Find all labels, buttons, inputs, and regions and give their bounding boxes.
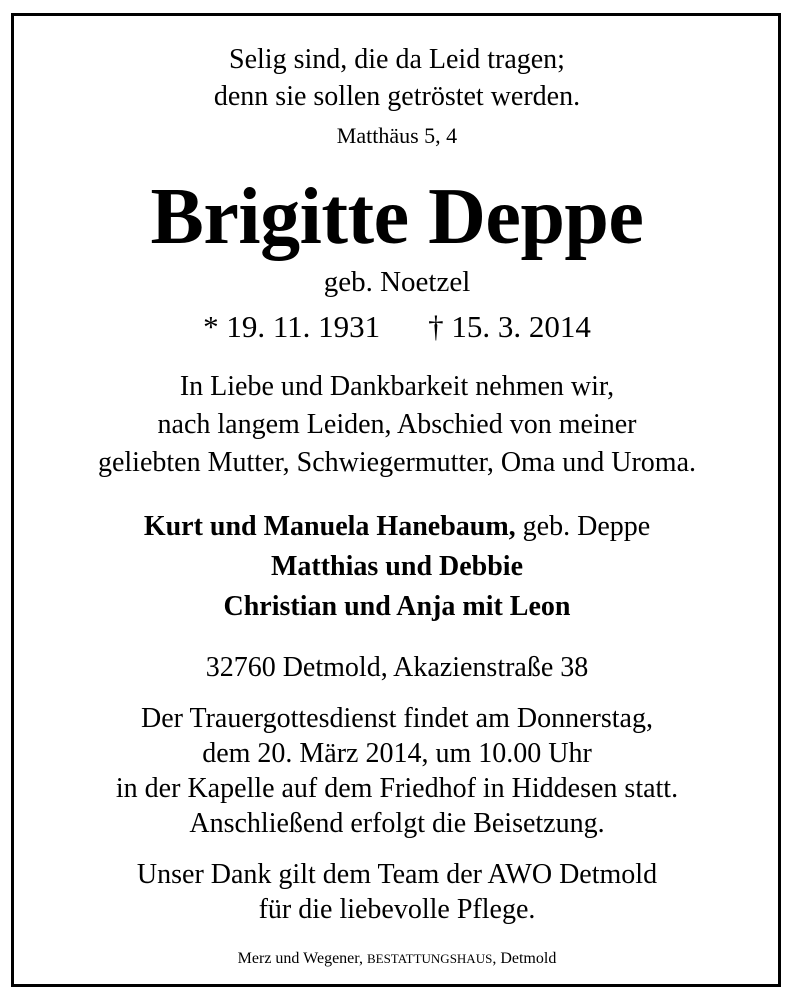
service-line-2: dem 20. März 2014, um 10.00 Uhr bbox=[202, 738, 592, 769]
address: 32760 Detmold, Akazienstraße 38 bbox=[205, 652, 589, 683]
thanks-line-1: Unser Dank gilt dem Team der AWO Detmold bbox=[136, 859, 658, 890]
service-line-1: Der Trauergottesdienst findet am Donnerstag, bbox=[141, 703, 653, 734]
service-line-4: Anschließend erfolgt die Beisetzung. bbox=[189, 808, 605, 839]
footer-text-2: BESTATTUNGSHAUS bbox=[366, 951, 493, 966]
message-line-3: geliebten Mutter, Schwiegermutter, Oma und Uroma. bbox=[97, 447, 697, 478]
maiden-name: geb. Noetzel bbox=[323, 266, 471, 298]
footer-text-1: Merz und Wegener, bbox=[237, 950, 367, 967]
verse-line-2: denn sie sollen getröstet werden. bbox=[213, 81, 581, 112]
message-line-1: In Liebe und Dankbarkeit nehmen wir, bbox=[179, 371, 615, 402]
family-names-1: Kurt und Manuela Hanebaum, bbox=[143, 511, 516, 542]
family-line-2: Matthias und Debbie bbox=[270, 551, 524, 582]
death-date: † 15. 3. 2014 bbox=[428, 309, 591, 344]
life-dates bbox=[0, 311, 794, 342]
border-frame bbox=[11, 13, 781, 987]
family-line-1 bbox=[0, 513, 794, 541]
service-line-3: in der Kapelle auf dem Friedhof in Hiddesen statt. bbox=[115, 773, 679, 804]
deceased-name: Brigitte Deppe bbox=[150, 173, 644, 261]
verse-line-1: Selig sind, die da Leid tragen; bbox=[229, 44, 565, 75]
family-line-3: Christian und Anja mit Leon bbox=[223, 591, 571, 622]
birth-date: * 19. 11. 1931 bbox=[203, 309, 381, 344]
verse-reference: Matthäus 5, 4 bbox=[336, 123, 458, 148]
footer-text-3: , Detmold bbox=[492, 950, 557, 967]
funeral-home-footer bbox=[0, 951, 794, 967]
thanks-line-2: für die liebevolle Pflege. bbox=[258, 894, 536, 925]
family-maiden-1: geb. Deppe bbox=[515, 511, 651, 542]
message-line-2: nach langem Leiden, Abschied von meiner bbox=[157, 409, 637, 440]
